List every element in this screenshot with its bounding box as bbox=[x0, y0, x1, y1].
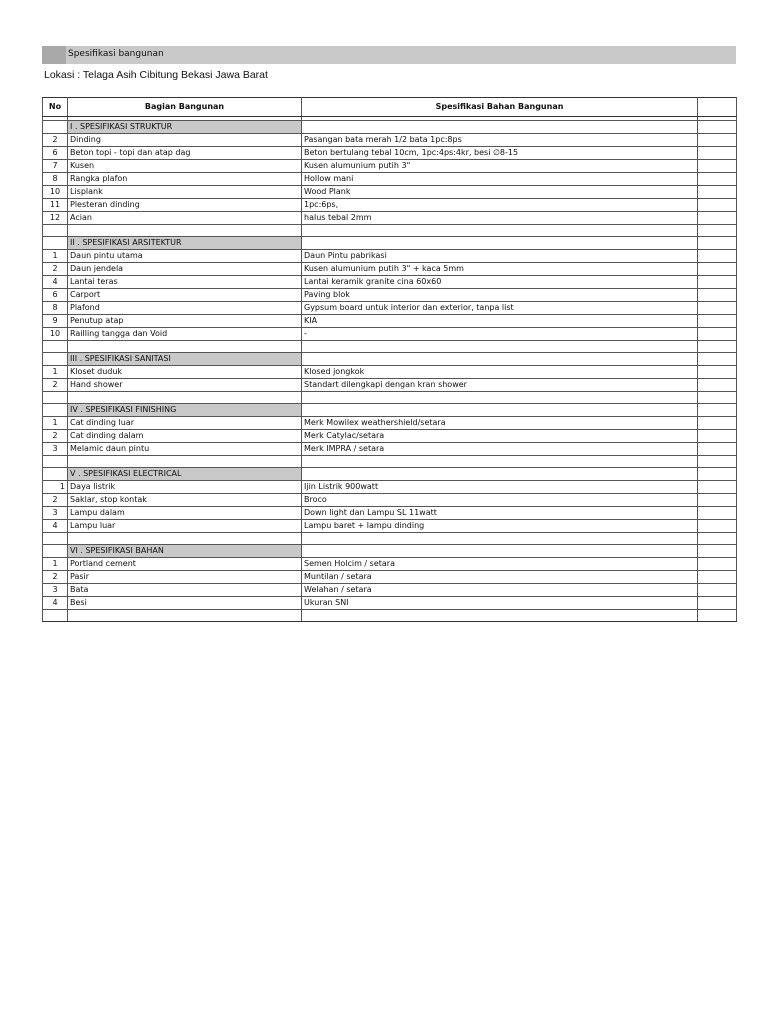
table-header bbox=[43, 98, 737, 117]
section-row bbox=[43, 121, 737, 134]
cell-spesifikasi: Broco bbox=[302, 494, 698, 507]
cell-no: 6 bbox=[43, 289, 68, 302]
cell-spesifikasi: Down light dan Lampu SL 11watt bbox=[302, 507, 698, 520]
cell-no: 1 bbox=[43, 250, 68, 263]
cell-no bbox=[43, 533, 68, 545]
col-header-bagian: Bagian Bangunan bbox=[68, 98, 302, 117]
cell-bagian: Lampu dalam bbox=[68, 507, 302, 520]
cell-bagian: Lantai teras bbox=[68, 276, 302, 289]
cell-no: 1 bbox=[43, 366, 68, 379]
cell-spesifikasi: Pasangan bata merah 1/2 bata 1pc:8ps bbox=[302, 134, 698, 147]
table-row bbox=[43, 147, 737, 160]
cell-no: 8 bbox=[43, 173, 68, 186]
cell-extra bbox=[698, 456, 737, 468]
cell-no: 1 bbox=[43, 558, 68, 571]
cell-extra bbox=[698, 520, 737, 533]
table-row bbox=[43, 597, 737, 610]
cell-spesifikasi bbox=[302, 121, 698, 134]
cell-spesifikasi: Lantai keramik granite cina 60x60 bbox=[302, 276, 698, 289]
cell-spesifikasi: KIA bbox=[302, 315, 698, 328]
cell-bagian: Cat dinding luar bbox=[68, 417, 302, 430]
table-row bbox=[43, 134, 737, 147]
cell-no bbox=[43, 341, 68, 353]
cell-bagian: Acian bbox=[68, 212, 302, 225]
table-row bbox=[43, 160, 737, 173]
cell-extra bbox=[698, 597, 737, 610]
cell-no: 2 bbox=[43, 263, 68, 276]
col-header-spesifikasi: Spesifikasi Bahan Bangunan bbox=[302, 98, 698, 117]
cell-no bbox=[43, 456, 68, 468]
empty-row bbox=[43, 610, 737, 622]
cell-no: 1 bbox=[43, 481, 68, 494]
cell-extra bbox=[698, 584, 737, 597]
cell-no: 3 bbox=[43, 584, 68, 597]
table-row bbox=[43, 212, 737, 225]
cell-bagian: Besi bbox=[68, 597, 302, 610]
cell-spesifikasi: Klosed jongkok bbox=[302, 366, 698, 379]
cell-spesifikasi: Beton bertulang tebal 10cm, 1pc:4ps:4kr, besi ∅8-15 bbox=[302, 147, 698, 160]
cell-extra bbox=[698, 468, 737, 481]
table-row bbox=[43, 430, 737, 443]
cell-bagian bbox=[68, 392, 302, 404]
cell-spesifikasi bbox=[302, 392, 698, 404]
section-label: II . SPESIFIKASI ARSITEKTUR bbox=[68, 237, 302, 250]
cell-no: 2 bbox=[43, 430, 68, 443]
cell-extra bbox=[698, 225, 737, 237]
cell-extra bbox=[698, 199, 737, 212]
cell-spesifikasi: Kusen alumunium putih 3" + kaca 5mm bbox=[302, 263, 698, 276]
cell-no: 2 bbox=[43, 379, 68, 392]
cell-spesifikasi: Semen Holcim / setara bbox=[302, 558, 698, 571]
cell-spesifikasi: Lampu baret + lampu dinding bbox=[302, 520, 698, 533]
cell-spesifikasi bbox=[302, 545, 698, 558]
cell-bagian: Railling tangga dan Void bbox=[68, 328, 302, 341]
cell-extra bbox=[698, 571, 737, 584]
empty-row bbox=[43, 533, 737, 545]
cell-bagian: Daun jendela bbox=[68, 263, 302, 276]
cell-spesifikasi: Muntilan / setara bbox=[302, 571, 698, 584]
cell-spesifikasi: Ukuran SNI bbox=[302, 597, 698, 610]
col-header-extra bbox=[698, 98, 737, 117]
cell-spesifikasi: Daun Pintu pabrikasi bbox=[302, 250, 698, 263]
cell-bagian: Plafond bbox=[68, 302, 302, 315]
table-row bbox=[43, 520, 737, 533]
cell-bagian: Pasir bbox=[68, 571, 302, 584]
cell-bagian: Carport bbox=[68, 289, 302, 302]
cell-no: 6 bbox=[43, 147, 68, 160]
table-row bbox=[43, 481, 737, 494]
title-bar-marker bbox=[42, 46, 66, 64]
cell-bagian bbox=[68, 341, 302, 353]
cell-no: 2 bbox=[43, 134, 68, 147]
empty-row bbox=[43, 392, 737, 404]
cell-spesifikasi: 1pc:6ps, bbox=[302, 199, 698, 212]
cell-no: 7 bbox=[43, 160, 68, 173]
section-label: III . SPESIFIKASI SANITASI bbox=[68, 353, 302, 366]
cell-bagian: Lampu luar bbox=[68, 520, 302, 533]
section-label: VI . SPESIFIKASI BAHAN bbox=[68, 545, 302, 558]
cell-no bbox=[43, 545, 68, 558]
table-body bbox=[43, 117, 737, 622]
cell-extra bbox=[698, 443, 737, 456]
cell-no bbox=[43, 468, 68, 481]
cell-extra bbox=[698, 379, 737, 392]
cell-extra bbox=[698, 558, 737, 571]
cell-bagian: Rangka plafon bbox=[68, 173, 302, 186]
cell-bagian bbox=[68, 456, 302, 468]
cell-spesifikasi: Ijin Listrik 900watt bbox=[302, 481, 698, 494]
section-row bbox=[43, 468, 737, 481]
cell-bagian: Melamic daun pintu bbox=[68, 443, 302, 456]
table-row bbox=[43, 328, 737, 341]
cell-bagian: Penutup atap bbox=[68, 315, 302, 328]
cell-no: 10 bbox=[43, 186, 68, 199]
cell-no: 2 bbox=[43, 571, 68, 584]
cell-bagian: Dinding bbox=[68, 134, 302, 147]
cell-bagian: Daun pintu utama bbox=[68, 250, 302, 263]
cell-spesifikasi bbox=[302, 237, 698, 250]
table-row bbox=[43, 186, 737, 199]
section-row bbox=[43, 404, 737, 417]
cell-spesifikasi: Merk Mowilex weathershield/setara bbox=[302, 417, 698, 430]
cell-no: 2 bbox=[43, 494, 68, 507]
cell-no bbox=[43, 392, 68, 404]
cell-bagian: Lisplank bbox=[68, 186, 302, 199]
cell-no bbox=[43, 225, 68, 237]
cell-no: 4 bbox=[43, 520, 68, 533]
table-row bbox=[43, 302, 737, 315]
section-row bbox=[43, 353, 737, 366]
cell-extra bbox=[698, 263, 737, 276]
table-row bbox=[43, 173, 737, 186]
table-row bbox=[43, 199, 737, 212]
cell-extra bbox=[698, 212, 737, 225]
table-row bbox=[43, 507, 737, 520]
cell-extra bbox=[698, 404, 737, 417]
table-row bbox=[43, 571, 737, 584]
cell-bagian: Portland cement bbox=[68, 558, 302, 571]
table-row bbox=[43, 584, 737, 597]
cell-spesifikasi bbox=[302, 456, 698, 468]
title-bar bbox=[42, 46, 736, 64]
empty-row bbox=[43, 341, 737, 353]
spec-table bbox=[42, 97, 737, 622]
table-row bbox=[43, 289, 737, 302]
cell-bagian bbox=[68, 610, 302, 622]
table-row bbox=[43, 494, 737, 507]
cell-spesifikasi bbox=[302, 404, 698, 417]
cell-extra bbox=[698, 121, 737, 134]
cell-extra bbox=[698, 250, 737, 263]
cell-extra bbox=[698, 186, 737, 199]
cell-no: 3 bbox=[43, 443, 68, 456]
cell-extra bbox=[698, 173, 737, 186]
cell-bagian: Plesteran dinding bbox=[68, 199, 302, 212]
cell-spesifikasi: Standart dilengkapi dengan kran shower bbox=[302, 379, 698, 392]
cell-extra bbox=[698, 353, 737, 366]
cell-spesifikasi: Hollow mani bbox=[302, 173, 698, 186]
cell-bagian: Daya listrik bbox=[68, 481, 302, 494]
cell-spesifikasi bbox=[302, 468, 698, 481]
empty-row bbox=[43, 225, 737, 237]
cell-no: 10 bbox=[43, 328, 68, 341]
cell-bagian: Beton topi - topi dan atap dag bbox=[68, 147, 302, 160]
cell-spesifikasi: Gypsum board untuk interior dan exterior, tanpa list bbox=[302, 302, 698, 315]
cell-extra bbox=[698, 430, 737, 443]
cell-extra bbox=[698, 366, 737, 379]
cell-extra bbox=[698, 328, 737, 341]
cell-spesifikasi: halus tebal 2mm bbox=[302, 212, 698, 225]
section-row bbox=[43, 237, 737, 250]
cell-bagian: Hand shower bbox=[68, 379, 302, 392]
cell-extra bbox=[698, 341, 737, 353]
cell-extra bbox=[698, 481, 737, 494]
cell-extra bbox=[698, 507, 737, 520]
cell-spesifikasi: Merk IMPRA / setara bbox=[302, 443, 698, 456]
cell-spesifikasi: Merk Catylac/setara bbox=[302, 430, 698, 443]
cell-no bbox=[43, 353, 68, 366]
cell-extra bbox=[698, 610, 737, 622]
cell-no bbox=[43, 121, 68, 134]
table-row bbox=[43, 379, 737, 392]
cell-no: 4 bbox=[43, 597, 68, 610]
section-row bbox=[43, 545, 737, 558]
table-row bbox=[43, 443, 737, 456]
page-title: Spesifikasi bangunan bbox=[68, 49, 164, 59]
cell-spesifikasi: - bbox=[302, 328, 698, 341]
cell-spesifikasi: Welahan / setara bbox=[302, 584, 698, 597]
cell-bagian: Kusen bbox=[68, 160, 302, 173]
cell-extra bbox=[698, 315, 737, 328]
cell-extra bbox=[698, 494, 737, 507]
table-row bbox=[43, 250, 737, 263]
cell-extra bbox=[698, 134, 737, 147]
table-row bbox=[43, 558, 737, 571]
cell-spesifikasi bbox=[302, 341, 698, 353]
cell-extra bbox=[698, 289, 737, 302]
cell-no bbox=[43, 237, 68, 250]
table-row bbox=[43, 263, 737, 276]
cell-no: 9 bbox=[43, 315, 68, 328]
cell-no bbox=[43, 404, 68, 417]
cell-no: 12 bbox=[43, 212, 68, 225]
cell-spesifikasi bbox=[302, 225, 698, 237]
cell-bagian: Saklar, stop kontak bbox=[68, 494, 302, 507]
cell-spesifikasi: Wood Plank bbox=[302, 186, 698, 199]
cell-bagian bbox=[68, 533, 302, 545]
cell-spesifikasi bbox=[302, 353, 698, 366]
cell-spesifikasi bbox=[302, 610, 698, 622]
cell-bagian: Bata bbox=[68, 584, 302, 597]
cell-extra bbox=[698, 533, 737, 545]
table-row bbox=[43, 276, 737, 289]
cell-bagian: Kloset duduk bbox=[68, 366, 302, 379]
cell-extra bbox=[698, 302, 737, 315]
table-row bbox=[43, 366, 737, 379]
cell-bagian bbox=[68, 225, 302, 237]
cell-spesifikasi bbox=[302, 533, 698, 545]
section-label: IV . SPESIFIKASI FINISHING bbox=[68, 404, 302, 417]
cell-extra bbox=[698, 392, 737, 404]
cell-bagian: Cat dinding dalam bbox=[68, 430, 302, 443]
cell-extra bbox=[698, 237, 737, 250]
cell-extra bbox=[698, 160, 737, 173]
cell-no: 1 bbox=[43, 417, 68, 430]
cell-extra bbox=[698, 545, 737, 558]
cell-no: 4 bbox=[43, 276, 68, 289]
section-label: V . SPESIFIKASI ELECTRICAL bbox=[68, 468, 302, 481]
cell-extra bbox=[698, 417, 737, 430]
location-text: Lokasi : Telaga Asih Cibitung Bekasi Jawa Barat bbox=[44, 69, 268, 81]
cell-no: 8 bbox=[43, 302, 68, 315]
section-label: I . SPESIFIKASI STRUKTUR bbox=[68, 121, 302, 134]
cell-extra bbox=[698, 276, 737, 289]
cell-no: 11 bbox=[43, 199, 68, 212]
cell-extra bbox=[698, 147, 737, 160]
cell-spesifikasi: Kusen alumunium putih 3" bbox=[302, 160, 698, 173]
col-header-no: No bbox=[43, 98, 68, 117]
table-row bbox=[43, 315, 737, 328]
cell-no bbox=[43, 610, 68, 622]
cell-no: 3 bbox=[43, 507, 68, 520]
table-row bbox=[43, 417, 737, 430]
empty-row bbox=[43, 456, 737, 468]
cell-spesifikasi: Paving blok bbox=[302, 289, 698, 302]
